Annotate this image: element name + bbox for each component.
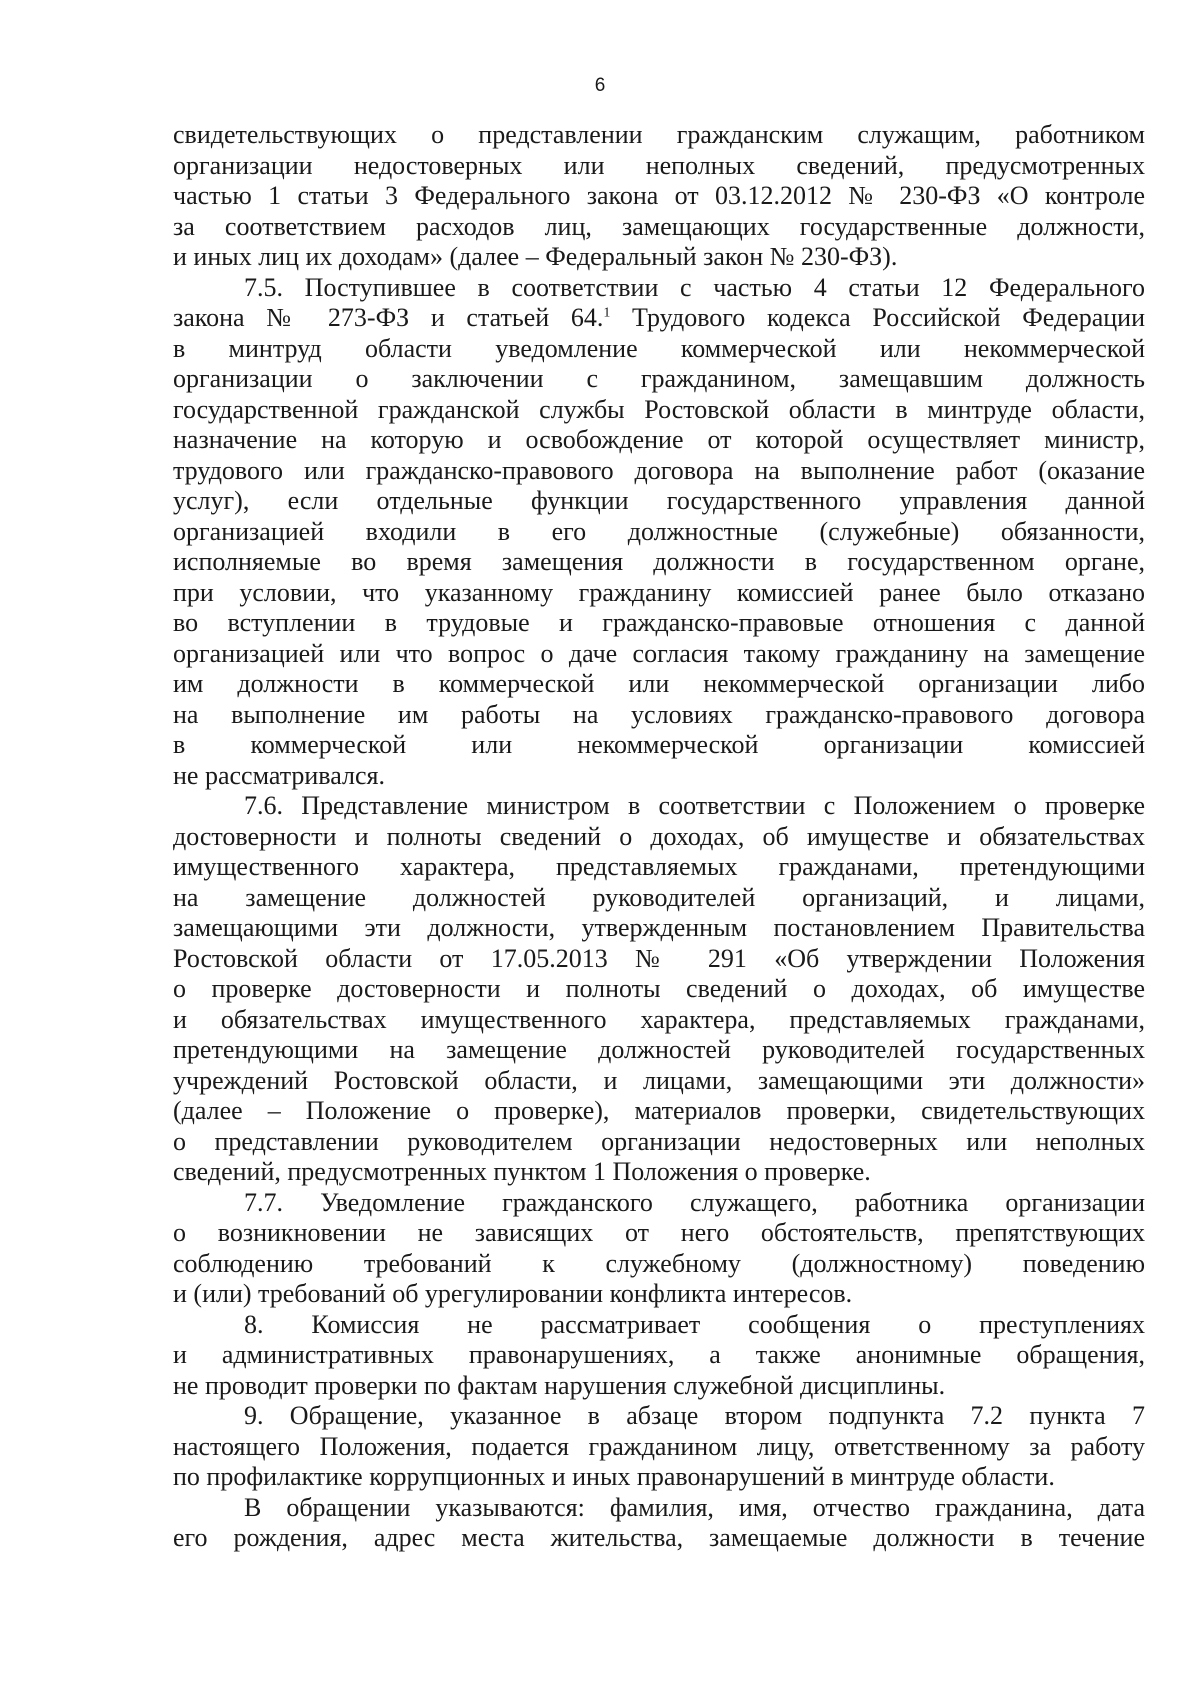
text-line: его рождения, адрес места жительства, замещаемые должности в течение (173, 1523, 1145, 1552)
text-line: не проводит проверки по фактам нарушения служебной дисциплины. (173, 1370, 946, 1400)
text-line: достоверности и полноты сведений о доходах, об имуществе и обязательствах (173, 821, 1145, 851)
text-line: В обращении указываются: фамилия, имя, отчество гражданина, дата (244, 1492, 1145, 1522)
text-line: не рассматривался. (173, 760, 385, 790)
text-line: на замещение должностей руководителей организаций, и лицами, (173, 882, 1145, 912)
paragraph-p-7-7 (173, 1188, 1145, 1310)
text-line: претендующими на замещение должностей руководителей государственных (173, 1035, 1145, 1064)
text-line: и иных лиц их доходам» (далее – Федеральный закон № 230-ФЗ). (173, 242, 898, 271)
text-line: и административных правонарушениях, а также анонимные обращения, (173, 1340, 1145, 1369)
text-line: услуг), если отдельные функции государственного управления данной (173, 486, 1145, 515)
text-line: 9. Обращение, указанное в абзаце втором подпункта 7.2 пункта 7 (244, 1401, 1145, 1430)
text-line: о представлении руководителем организации недостоверных или неполных (173, 1126, 1145, 1156)
footnote-marker: 1 (603, 305, 611, 321)
text-line: в коммерческой или некоммерческой организации комиссией (173, 730, 1145, 759)
text-line: имущественного характера, представляемых гражданами, претендующими (173, 852, 1145, 881)
paragraph-p-8 (173, 1310, 1145, 1402)
text-line: организацией или что вопрос о даче согласия такому гражданину на замещение (173, 638, 1145, 668)
document-body (173, 120, 1145, 1554)
text-line: Ростовской области от 17.05.2013 № 291 «Об утверждении Положения (173, 943, 1145, 973)
text-line: замещающими эти должности, утвержденным постановлением Правительства (173, 913, 1145, 942)
text-line: частью 1 статьи 3 Федерального закона от 03.12.2012 № 230-ФЗ «О контроле (173, 181, 1145, 210)
text-line: организации недостоверных или неполных сведений, предусмотренных (173, 150, 1145, 180)
text-line: о возникновении не зависящих от него обстоятельств, препятствующих (173, 1218, 1145, 1247)
text-line: о проверке достоверности и полноты сведений о доходах, об имуществе (173, 974, 1145, 1003)
text-line: им должности в коммерческой или некоммерческой организации либо (173, 669, 1145, 698)
text-line: и обязательствах имущественного характера, представляемых гражданами, (173, 1004, 1145, 1034)
text-line: назначение на которую и освобождение от которой осуществляет министр, (173, 425, 1145, 454)
text-line: по профилактике коррупционных и иных правонарушений в минтруде области. (173, 1462, 1055, 1491)
text-line: трудового или гражданско-правового договора на выполнение работ (оказание (173, 455, 1145, 485)
paragraph-p-continuation (173, 120, 1145, 273)
text-line: организацией входили в его должностные (служебные) обязанности, (173, 516, 1145, 546)
text-line: 8. Комиссия не рассматривает сообщения о преступлениях (244, 1309, 1145, 1339)
text-line: свидетельствующих о представлении гражданским служащим, работником (173, 120, 1145, 149)
text-segment: закона № 273-ФЗ и статьей 64. (173, 303, 604, 332)
text-line: учреждений Ростовской области, и лицами, замещающими эти должности» (173, 1065, 1145, 1095)
text-line: в минтруд области уведомление коммерческой или некоммерческой (173, 333, 1145, 363)
text-line: 7.5. Поступившее в соответствии с частью 4 статьи 12 Федерального (244, 272, 1145, 302)
paragraph-p-9-contents (173, 1493, 1145, 1554)
text-line (173, 303, 1145, 334)
text-line: во вступлении в трудовые и гражданско-правовые отношения с данной (173, 608, 1145, 637)
text-segment: Трудового кодекса Российской Федерации (610, 303, 1145, 332)
page-number: 6 (594, 75, 606, 96)
text-line: организации о заключении с гражданином, замещавшим должность (173, 364, 1145, 393)
text-line: сведений, предусмотренных пунктом 1 Положения о проверке. (173, 1157, 871, 1186)
text-line: на выполнение им работы на условиях гражданско-правового договора (173, 699, 1145, 729)
text-line: за соответствием расходов лиц, замещающих государственные должности, (173, 211, 1145, 241)
text-line: исполняемые во время замещения должности в государственном органе, (173, 547, 1145, 576)
text-line: государственной гражданской службы Ростовской области в минтруде области, (173, 394, 1145, 424)
paragraph-p-9 (173, 1401, 1145, 1493)
paragraph-p-7-5 (173, 273, 1145, 792)
text-line: 7.7. Уведомление гражданского служащего, работника организации (244, 1187, 1145, 1217)
text-line: соблюдению требований к служебному (должностному) поведению (173, 1248, 1145, 1278)
text-line: и (или) требований об урегулировании конфликта интересов. (173, 1279, 853, 1308)
text-line: при условии, что указанному гражданину комиссией ранее было отказано (173, 577, 1145, 607)
text-line: настоящего Положения, подается гражданином лицу, ответственному за работу (173, 1431, 1145, 1461)
text-line: (далее – Положение о проверке), материалов проверки, свидетельствующих (173, 1096, 1145, 1125)
paragraph-p-7-6 (173, 791, 1145, 1188)
text-line: 7.6. Представление министром в соответствии с Положением о проверке (244, 791, 1145, 820)
